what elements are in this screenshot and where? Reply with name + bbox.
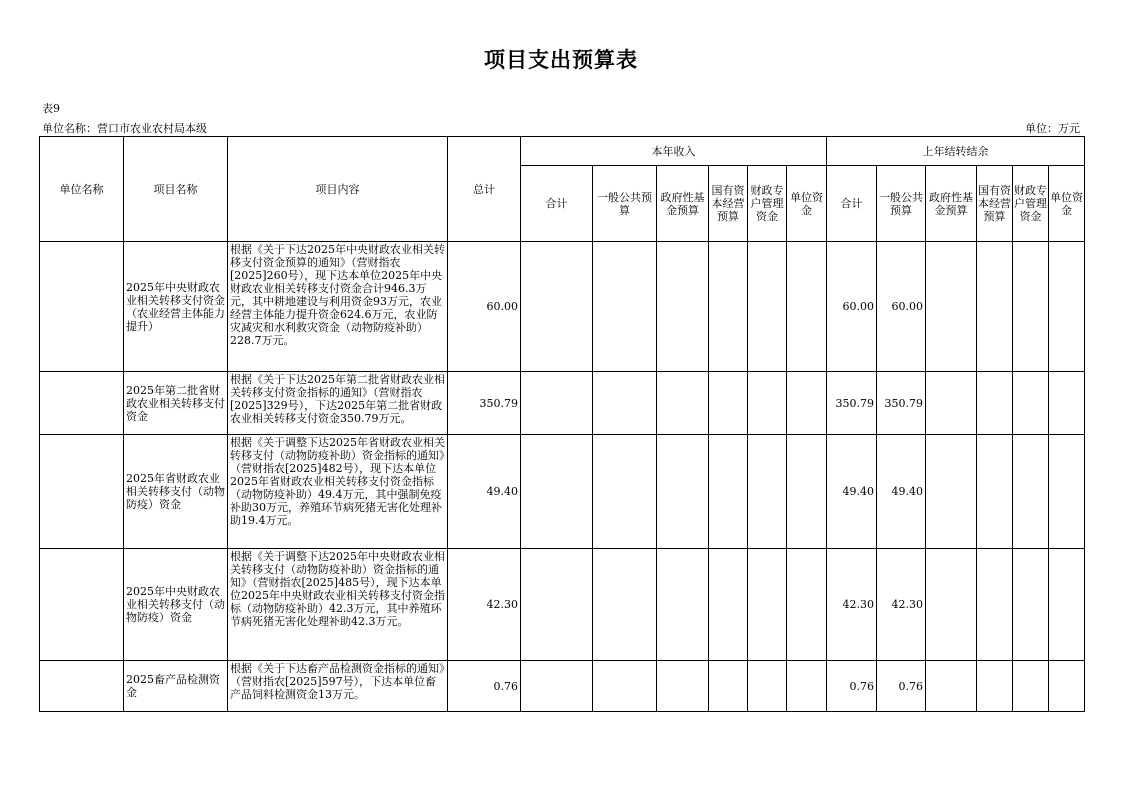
header-carry-unit-funds: 单位资金 bbox=[1049, 166, 1085, 242]
project-content-cell: 根据《关于调整下达2025年中央财政农业相关转移支付（动物防疫补助）资金指标的通知》（营财指农[2025]485号），现下达本单位2025年中央财政农业相关转移支付资金指标（动物防疫补助）42.3万元，其中养殖环节病死猪无害化处理补助42.3万元。 bbox=[228, 549, 448, 661]
header-carry-subtotal: 合计 bbox=[827, 166, 877, 242]
income-cell bbox=[787, 242, 827, 372]
header-income-special-account: 财政专户管理资金 bbox=[748, 166, 787, 242]
header-total: 总计 bbox=[448, 137, 521, 242]
page-title: 项目支出预算表 bbox=[484, 48, 638, 72]
income-cell bbox=[748, 372, 787, 435]
unit-name-cell bbox=[40, 435, 124, 549]
header-project-content: 项目内容 bbox=[228, 137, 448, 242]
carryover-cell: 49.40 bbox=[827, 435, 877, 549]
income-cell bbox=[709, 435, 748, 549]
table-row bbox=[40, 549, 1085, 661]
carryover-cell: 60.00 bbox=[827, 242, 877, 372]
carryover-cell bbox=[1049, 435, 1085, 549]
income-cell bbox=[593, 435, 657, 549]
header-income-subtotal: 合计 bbox=[521, 166, 593, 242]
table-row bbox=[40, 372, 1085, 435]
project-name-cell: 2025年中央财政农业相关转移支付（动物防疫）资金 bbox=[124, 549, 228, 661]
project-content-cell: 根据《关于下达2025年第二批省财政农业相关转移支付资金指标的通知》（营财指农[2025]329号），下达2025年第二批省财政农业相关转移支付资金350.79万元。 bbox=[228, 372, 448, 435]
header-carry-general-public: 一般公共预算 bbox=[877, 166, 926, 242]
carryover-cell bbox=[1013, 372, 1049, 435]
table-row bbox=[40, 435, 1085, 549]
header-income-government-fund: 政府性基金预算 bbox=[657, 166, 709, 242]
header-income-general-public: 一般公共预算 bbox=[593, 166, 657, 242]
carryover-cell bbox=[1049, 372, 1085, 435]
total-cell: 350.79 bbox=[448, 372, 521, 435]
project-name-cell: 2025年省财政农业相关转移支付（动物防疫）资金 bbox=[124, 435, 228, 549]
carryover-cell bbox=[926, 549, 977, 661]
carryover-cell bbox=[926, 242, 977, 372]
income-cell bbox=[748, 242, 787, 372]
unit-name-cell bbox=[40, 372, 124, 435]
table-row bbox=[40, 661, 1085, 712]
total-cell: 0.76 bbox=[448, 661, 521, 712]
table-number: 表9 bbox=[42, 102, 60, 115]
project-content-cell: 根据《关于下达畜产品检测资金指标的通知》（营财指农[2025]597号），下达本单位畜产品饲料检测资金13万元。 bbox=[228, 661, 448, 712]
carryover-cell: 49.40 bbox=[877, 435, 926, 549]
project-content-cell: 根据《关于调整下达2025年省财政农业相关转移支付（动物防疫补助）资金指标的通知》（营财指农[2025]482号），现下达本单位2025年省财政农业相关转移支付资金指标（动物防疫补助）49.4万元，其中强制免疫补助30万元，养殖环节病死猪无害化处理补助19.4万元。 bbox=[228, 435, 448, 549]
income-cell bbox=[748, 435, 787, 549]
income-cell bbox=[593, 661, 657, 712]
header-unit-name: 单位名称 bbox=[40, 137, 124, 242]
income-cell bbox=[521, 435, 593, 549]
carryover-cell: 0.76 bbox=[877, 661, 926, 712]
income-cell bbox=[521, 661, 593, 712]
income-cell bbox=[521, 242, 593, 372]
unit-name-label: 单位名称：营口市农业农村局本级 bbox=[42, 122, 207, 135]
income-cell bbox=[657, 435, 709, 549]
project-name-cell: 2025年中央财政农业相关转移支付资金（农业经营主体能力提升） bbox=[124, 242, 228, 372]
income-cell bbox=[521, 549, 593, 661]
header-carry-state-capital: 国有资本经营预算 bbox=[977, 166, 1013, 242]
income-cell bbox=[787, 435, 827, 549]
income-cell bbox=[657, 242, 709, 372]
carryover-cell: 350.79 bbox=[877, 372, 926, 435]
header-income-state-capital: 国有资本经营预算 bbox=[709, 166, 748, 242]
currency-unit-label: 单位：万元 bbox=[1025, 122, 1080, 135]
carryover-cell bbox=[1013, 549, 1049, 661]
project-name-cell: 2025畜产品检测资金 bbox=[124, 661, 228, 712]
table-row bbox=[40, 242, 1085, 372]
carryover-cell: 60.00 bbox=[877, 242, 926, 372]
carryover-cell bbox=[926, 435, 977, 549]
total-cell: 49.40 bbox=[448, 435, 521, 549]
carryover-cell: 42.30 bbox=[827, 549, 877, 661]
income-cell bbox=[593, 242, 657, 372]
income-cell bbox=[657, 549, 709, 661]
carryover-cell bbox=[1049, 242, 1085, 372]
carryover-cell bbox=[926, 372, 977, 435]
project-name-cell: 2025年第二批省财政农业相关转移支付资金 bbox=[124, 372, 228, 435]
income-cell bbox=[593, 549, 657, 661]
income-cell bbox=[593, 372, 657, 435]
carryover-cell bbox=[977, 661, 1013, 712]
carryover-cell bbox=[1013, 242, 1049, 372]
project-content-cell: 根据《关于下达2025年中央财政农业相关转移支付资金预算的通知》（营财指农[2025]260号），现下达本单位2025年中央财政农业相关转移支付资金合计946.3万元，其中耕地建设与利用资金93万元，农业经营主体能力提升资金624.6万元，农业防灾减灾和水利救灾资金（动物防疫补助）228.7万元。 bbox=[228, 242, 448, 372]
income-cell bbox=[521, 372, 593, 435]
income-cell bbox=[787, 549, 827, 661]
total-cell: 60.00 bbox=[448, 242, 521, 372]
total-cell: 42.30 bbox=[448, 549, 521, 661]
carryover-cell bbox=[1049, 549, 1085, 661]
unit-name-cell bbox=[40, 661, 124, 712]
income-cell bbox=[787, 661, 827, 712]
carryover-cell: 42.30 bbox=[877, 549, 926, 661]
carryover-cell bbox=[977, 549, 1013, 661]
header-project-name: 项目名称 bbox=[124, 137, 228, 242]
unit-name-cell bbox=[40, 549, 124, 661]
header-current-year-income: 本年收入 bbox=[521, 137, 827, 166]
income-cell bbox=[709, 661, 748, 712]
project-expenditure-table bbox=[39, 136, 1085, 712]
carryover-cell bbox=[1013, 661, 1049, 712]
carryover-cell bbox=[1013, 435, 1049, 549]
income-cell bbox=[748, 549, 787, 661]
income-cell bbox=[657, 661, 709, 712]
carryover-cell bbox=[977, 242, 1013, 372]
income-cell bbox=[709, 242, 748, 372]
income-cell bbox=[709, 372, 748, 435]
header-carry-government-fund: 政府性基金预算 bbox=[926, 166, 977, 242]
carryover-cell bbox=[1049, 661, 1085, 712]
income-cell bbox=[748, 661, 787, 712]
carryover-cell bbox=[977, 435, 1013, 549]
header-prior-year-carryover: 上年结转结余 bbox=[827, 137, 1085, 166]
carryover-cell: 0.76 bbox=[827, 661, 877, 712]
header-income-unit-funds: 单位资金 bbox=[787, 166, 827, 242]
income-cell bbox=[709, 549, 748, 661]
income-cell bbox=[787, 372, 827, 435]
carryover-cell bbox=[926, 661, 977, 712]
carryover-cell bbox=[977, 372, 1013, 435]
carryover-cell: 350.79 bbox=[827, 372, 877, 435]
income-cell bbox=[657, 372, 709, 435]
header-carry-special-account: 财政专户管理资金 bbox=[1013, 166, 1049, 242]
unit-name-cell bbox=[40, 242, 124, 372]
